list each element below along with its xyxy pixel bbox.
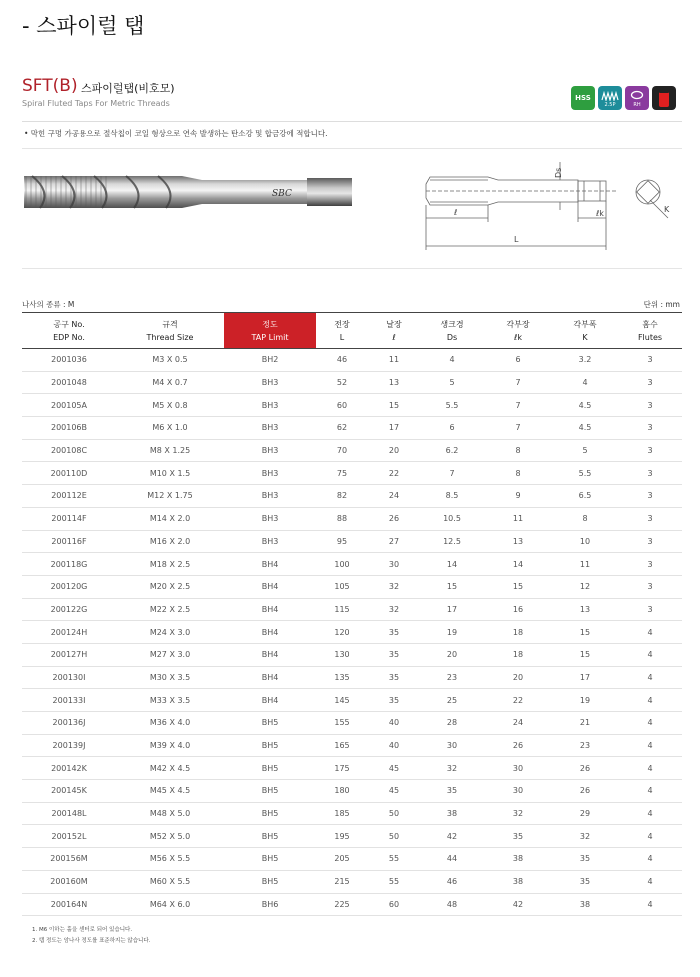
table-cell: M45 X 4.5 — [116, 780, 224, 803]
footnote-2: 2. 탭 정도는 암나사 정도를 표준하지는 않습니다. — [32, 938, 151, 944]
table-cell: 23 — [420, 666, 484, 689]
table-cell: 8 — [484, 439, 552, 462]
table-cell: 11 — [368, 349, 420, 372]
table-cell: 18 — [484, 621, 552, 644]
thread-type: 나사의 종류 : M — [22, 300, 75, 309]
table-cell: 200139J — [22, 734, 116, 757]
table-cell: 50 — [368, 825, 420, 848]
photo-logo: SBC — [272, 189, 292, 199]
table-cell: M33 X 3.5 — [116, 689, 224, 712]
table-cell: 35 — [368, 689, 420, 712]
table-row — [22, 893, 682, 916]
table-cell: 38 — [552, 893, 618, 916]
table-cell: 27 — [368, 530, 420, 553]
table-cell: 3 — [618, 394, 682, 417]
table-cell: 17 — [368, 417, 420, 440]
table-cell: M48 X 5.0 — [116, 802, 224, 825]
table-cell: 38 — [484, 848, 552, 871]
table-cell: 4 — [618, 893, 682, 916]
table-cell: BH3 — [224, 394, 316, 417]
drawing-label-L: L — [514, 235, 519, 244]
table-row — [22, 848, 682, 871]
table-cell: BH5 — [224, 712, 316, 735]
table-cell: 14 — [420, 553, 484, 576]
table-cell: BH4 — [224, 666, 316, 689]
table-cell: 135 — [316, 666, 368, 689]
table-cell: 40 — [368, 712, 420, 735]
table-row — [22, 349, 682, 372]
table-cell: 4 — [618, 621, 682, 644]
table-cell: 24 — [484, 712, 552, 735]
table-cell: 70 — [316, 439, 368, 462]
table-cell: 20 — [368, 439, 420, 462]
drawing-label-lk: ℓk — [596, 209, 604, 218]
table-cell: 26 — [484, 734, 552, 757]
table-cell: 130 — [316, 643, 368, 666]
table-cell: 88 — [316, 507, 368, 530]
table-cell: 24 — [368, 485, 420, 508]
table-cell: 35 — [552, 870, 618, 893]
table-cell: 200124H — [22, 621, 116, 644]
table-cell: 23 — [552, 734, 618, 757]
tool-photo — [22, 166, 357, 222]
table-cell: M52 X 5.0 — [116, 825, 224, 848]
table-cell: 3 — [618, 485, 682, 508]
table-cell: 200122G — [22, 598, 116, 621]
table-cell: 15 — [368, 394, 420, 417]
table-cell: 200112E — [22, 485, 116, 508]
table-cell: 32 — [420, 757, 484, 780]
table-cell: 2001048 — [22, 371, 116, 394]
table-cell: 185 — [316, 802, 368, 825]
table-cell: 5 — [420, 371, 484, 394]
table-cell: M18 X 2.5 — [116, 553, 224, 576]
table-cell: 38 — [420, 802, 484, 825]
table-cell: BH5 — [224, 870, 316, 893]
table-row — [22, 802, 682, 825]
table-cell: 12.5 — [420, 530, 484, 553]
table-cell: M64 X 6.0 — [116, 893, 224, 916]
table-cell: 200145K — [22, 780, 116, 803]
table-cell: 5.5 — [420, 394, 484, 417]
table-cell: 195 — [316, 825, 368, 848]
table-cell: 3.2 — [552, 349, 618, 372]
table-row — [22, 507, 682, 530]
table-row — [22, 371, 682, 394]
table-cell: 95 — [316, 530, 368, 553]
table-cell: 3 — [618, 575, 682, 598]
table-cell: 215 — [316, 870, 368, 893]
table-cell: 200108C — [22, 439, 116, 462]
table-cell: 4 — [618, 848, 682, 871]
table-cell: 26 — [552, 757, 618, 780]
table-cell: 165 — [316, 734, 368, 757]
table-cell: 7 — [420, 462, 484, 485]
table-cell: 180 — [316, 780, 368, 803]
table-cell: 46 — [316, 349, 368, 372]
table-cell: 100 — [316, 553, 368, 576]
table-cell: 32 — [368, 575, 420, 598]
table-cell: 5.5 — [552, 462, 618, 485]
table-cell: 200114F — [22, 507, 116, 530]
table-cell: BH3 — [224, 507, 316, 530]
col-header-thread-length: 날장 ℓ — [368, 313, 420, 349]
table-cell: 200142K — [22, 757, 116, 780]
table-cell: BH5 — [224, 757, 316, 780]
table-cell: 200116F — [22, 530, 116, 553]
table-cell: M36 X 4.0 — [116, 712, 224, 735]
table-cell: 50 — [368, 802, 420, 825]
table-cell: 21 — [552, 712, 618, 735]
table-cell: 11 — [552, 553, 618, 576]
table-row — [22, 643, 682, 666]
table-cell: M39 X 4.0 — [116, 734, 224, 757]
table-cell: 45 — [368, 757, 420, 780]
table-cell: BH4 — [224, 553, 316, 576]
hss-badge-icon: HSS — [571, 86, 595, 110]
col-header-tap-limit: 정도 TAP Limit — [224, 313, 316, 349]
product-name: 스파이럴탭(비호모) — [81, 82, 175, 95]
divider — [22, 268, 682, 269]
table-cell: 17 — [552, 666, 618, 689]
table-cell: 9 — [484, 485, 552, 508]
tool-dimension-drawing — [418, 160, 688, 256]
table-cell: 82 — [316, 485, 368, 508]
table-cell: 15 — [484, 575, 552, 598]
table-row — [22, 870, 682, 893]
table-cell: 44 — [420, 848, 484, 871]
table-row — [22, 485, 682, 508]
table-cell: 3 — [618, 598, 682, 621]
table-cell: 75 — [316, 462, 368, 485]
feature-badges — [571, 86, 676, 110]
table-cell: 55 — [368, 870, 420, 893]
drawing-label-k: K — [664, 205, 670, 214]
table-cell: 32 — [484, 802, 552, 825]
table-row — [22, 825, 682, 848]
table-cell: 200120G — [22, 575, 116, 598]
table-cell: 35 — [368, 643, 420, 666]
table-cell: 30 — [420, 734, 484, 757]
table-row — [22, 712, 682, 735]
col-header-flutes: 홈수 Flutes — [618, 313, 682, 349]
table-cell: 200133I — [22, 689, 116, 712]
table-row — [22, 394, 682, 417]
table-cell: BH5 — [224, 734, 316, 757]
table-cell: 6 — [484, 349, 552, 372]
table-cell: M20 X 2.5 — [116, 575, 224, 598]
table-cell: 4 — [618, 643, 682, 666]
table-cell: 35 — [552, 848, 618, 871]
table-row — [22, 689, 682, 712]
table-cell: 22 — [368, 462, 420, 485]
table-cell: BH4 — [224, 598, 316, 621]
footnote-1: 1. M6 이하는 홀을 센터로 되어 있습니다. — [32, 927, 133, 933]
table-cell: M4 X 0.7 — [116, 371, 224, 394]
table-cell: 28 — [420, 712, 484, 735]
table-cell: M12 X 1.75 — [116, 485, 224, 508]
table-cell: M56 X 5.5 — [116, 848, 224, 871]
page-title: - 스파이럴 탭 — [22, 14, 145, 38]
table-cell: 40 — [368, 734, 420, 757]
table-cell: 8.5 — [420, 485, 484, 508]
table-cell: 22 — [484, 689, 552, 712]
table-cell: 4 — [618, 780, 682, 803]
drawing-label-ds: Ds — [554, 167, 563, 178]
table-cell: M42 X 4.5 — [116, 757, 224, 780]
table-cell: 52 — [316, 371, 368, 394]
table-cell: 16 — [484, 598, 552, 621]
table-cell: 3 — [618, 462, 682, 485]
table-cell: 42 — [484, 893, 552, 916]
table-cell: 205 — [316, 848, 368, 871]
table-cell: 3 — [618, 349, 682, 372]
table-cell: 15 — [552, 621, 618, 644]
table-row — [22, 439, 682, 462]
table-cell: 25 — [420, 689, 484, 712]
table-cell: 4 — [420, 349, 484, 372]
table-cell: 12 — [552, 575, 618, 598]
table-cell: BH3 — [224, 462, 316, 485]
table-cell: 42 — [420, 825, 484, 848]
table-cell: 6 — [420, 417, 484, 440]
table-cell: 4 — [618, 870, 682, 893]
col-header-edp: 공구 No. EDP No. — [22, 313, 116, 349]
table-cell: BH5 — [224, 780, 316, 803]
product-subtitle: Spiral Fluted Taps For Metric Threads — [22, 99, 170, 108]
table-cell: 30 — [368, 553, 420, 576]
table-cell: 200164N — [22, 893, 116, 916]
table-cell: M5 X 0.8 — [116, 394, 224, 417]
table-cell: 18 — [484, 643, 552, 666]
table-cell: 5 — [552, 439, 618, 462]
table-cell: 14 — [484, 553, 552, 576]
drawing-label-l: ℓ — [454, 208, 458, 217]
table-cell: BH6 — [224, 893, 316, 916]
table-cell: 62 — [316, 417, 368, 440]
table-cell: 200106B — [22, 417, 116, 440]
table-cell: BH4 — [224, 643, 316, 666]
table-cell: BH3 — [224, 371, 316, 394]
table-cell: 38 — [484, 870, 552, 893]
table-cell: 30 — [484, 780, 552, 803]
table-cell: 20 — [484, 666, 552, 689]
table-cell: M3 X 0.5 — [116, 349, 224, 372]
table-cell: 200118G — [22, 553, 116, 576]
col-header-shank-dia: 생크경 Ds — [420, 313, 484, 349]
table-cell: 3 — [618, 507, 682, 530]
table-cell: 4 — [618, 689, 682, 712]
unit-label: 단위 : mm — [643, 300, 680, 309]
table-cell: 200127H — [22, 643, 116, 666]
table-cell: 6.2 — [420, 439, 484, 462]
table-cell: 48 — [420, 893, 484, 916]
table-cell: 4 — [618, 757, 682, 780]
col-header-overall-length: 전장 L — [316, 313, 368, 349]
table-cell: 4.5 — [552, 417, 618, 440]
table-cell: 26 — [368, 507, 420, 530]
table-cell: 4 — [618, 802, 682, 825]
table-cell: BH3 — [224, 439, 316, 462]
table-cell: 20 — [420, 643, 484, 666]
divider — [22, 121, 682, 122]
table-cell: 155 — [316, 712, 368, 735]
table-cell: 55 — [368, 848, 420, 871]
table-cell: 15 — [552, 643, 618, 666]
table-row — [22, 666, 682, 689]
product-code: SFT(B) — [22, 76, 78, 96]
table-cell: 120 — [316, 621, 368, 644]
table-cell: 30 — [484, 757, 552, 780]
table-cell: BH4 — [224, 621, 316, 644]
table-cell: M27 X 3.0 — [116, 643, 224, 666]
table-cell: 7 — [484, 417, 552, 440]
table-cell: BH3 — [224, 417, 316, 440]
table-cell: M14 X 2.0 — [116, 507, 224, 530]
table-cell: 15 — [420, 575, 484, 598]
table-row — [22, 598, 682, 621]
table-cell: 11 — [484, 507, 552, 530]
table-cell: BH4 — [224, 575, 316, 598]
coolant-badge-icon — [652, 86, 676, 110]
table-cell: 115 — [316, 598, 368, 621]
table-cell: 3 — [618, 439, 682, 462]
table-cell: 35 — [368, 666, 420, 689]
table-cell: 200156M — [22, 848, 116, 871]
table-cell: 3 — [618, 530, 682, 553]
right-hand-badge-icon: RH — [625, 86, 649, 110]
table-cell: M60 X 5.5 — [116, 870, 224, 893]
col-header-thread-size: 규격 Thread Size — [116, 313, 224, 349]
table-row — [22, 757, 682, 780]
table-cell: 8 — [484, 462, 552, 485]
table-cell: BH3 — [224, 485, 316, 508]
table-cell: M6 X 1.0 — [116, 417, 224, 440]
table-cell: M8 X 1.25 — [116, 439, 224, 462]
table-cell: 19 — [552, 689, 618, 712]
table-row — [22, 553, 682, 576]
table-cell: BH3 — [224, 530, 316, 553]
table-cell: 17 — [420, 598, 484, 621]
table-cell: M30 X 3.5 — [116, 666, 224, 689]
table-cell: M10 X 1.5 — [116, 462, 224, 485]
table-cell: 46 — [420, 870, 484, 893]
table-cell: 200110D — [22, 462, 116, 485]
table-cell: 175 — [316, 757, 368, 780]
table-cell: 105 — [316, 575, 368, 598]
table-row — [22, 530, 682, 553]
table-cell: 225 — [316, 893, 368, 916]
table-cell: 3 — [618, 371, 682, 394]
table-cell: 13 — [368, 371, 420, 394]
table-cell: BH5 — [224, 802, 316, 825]
table-cell: BH2 — [224, 349, 316, 372]
table-cell: 7 — [484, 394, 552, 417]
table-row — [22, 417, 682, 440]
table-cell: 29 — [552, 802, 618, 825]
table-cell: BH5 — [224, 848, 316, 871]
table-cell: 2001036 — [22, 349, 116, 372]
table-cell: M22 X 2.5 — [116, 598, 224, 621]
table-cell: 10 — [552, 530, 618, 553]
divider — [22, 148, 682, 149]
table-cell: 4 — [618, 712, 682, 735]
table-cell: M24 X 3.0 — [116, 621, 224, 644]
table-cell: 7 — [484, 371, 552, 394]
col-header-square-width: 각부폭 K — [552, 313, 618, 349]
table-row — [22, 780, 682, 803]
table-row — [22, 575, 682, 598]
table-cell: 45 — [368, 780, 420, 803]
table-cell: 6.5 — [552, 485, 618, 508]
table-cell: 32 — [368, 598, 420, 621]
spiral-flute-badge-icon: 2.5P — [598, 86, 622, 110]
col-header-square-length: 각부장 ℓk — [484, 313, 552, 349]
table-cell: 60 — [368, 893, 420, 916]
table-cell: 200105A — [22, 394, 116, 417]
table-cell: 13 — [552, 598, 618, 621]
table-row — [22, 621, 682, 644]
table-cell: 13 — [484, 530, 552, 553]
table-row — [22, 462, 682, 485]
spec-table — [22, 312, 682, 916]
table-cell: 200148L — [22, 802, 116, 825]
table-cell: 8 — [552, 507, 618, 530]
table-cell: 200160M — [22, 870, 116, 893]
table-cell: 35 — [484, 825, 552, 848]
table-cell: 26 — [552, 780, 618, 803]
table-cell: 4 — [618, 825, 682, 848]
table-cell: M16 X 2.0 — [116, 530, 224, 553]
table-cell: 19 — [420, 621, 484, 644]
table-cell: 200152L — [22, 825, 116, 848]
table-row — [22, 734, 682, 757]
table-cell: 60 — [316, 394, 368, 417]
table-cell: 35 — [420, 780, 484, 803]
product-description: • 막힌 구멍 가공용으로 절삭칩이 코일 형상으로 연속 발생하는 탄소강 및 합금강에 적합니다. — [24, 129, 328, 138]
table-cell: 145 — [316, 689, 368, 712]
table-cell: BH5 — [224, 825, 316, 848]
table-cell: 10.5 — [420, 507, 484, 530]
table-cell: 4 — [552, 371, 618, 394]
table-cell: BH4 — [224, 689, 316, 712]
table-cell: 200130I — [22, 666, 116, 689]
table-cell: 32 — [552, 825, 618, 848]
table-cell: 4 — [618, 734, 682, 757]
table-cell: 35 — [368, 621, 420, 644]
table-cell: 4 — [618, 666, 682, 689]
table-cell: 3 — [618, 417, 682, 440]
table-cell: 4.5 — [552, 394, 618, 417]
table-cell: 3 — [618, 553, 682, 576]
table-cell: 200136J — [22, 712, 116, 735]
table-header-row — [22, 313, 682, 349]
